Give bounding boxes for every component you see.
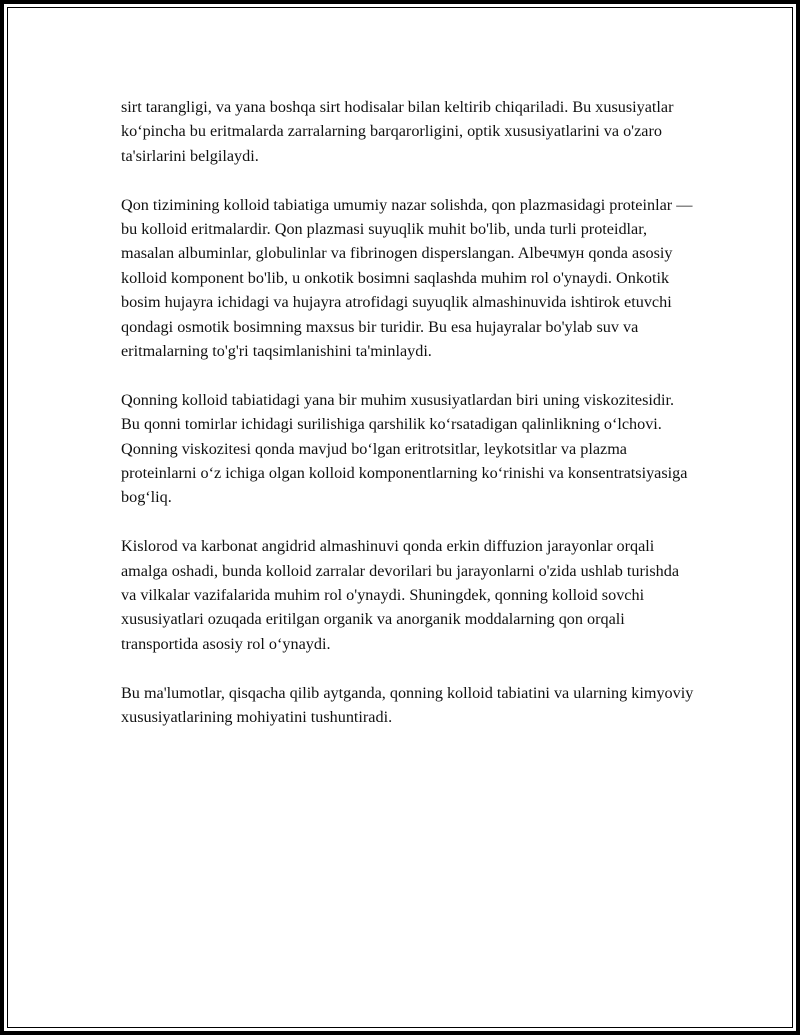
paragraph-3: Qonning kolloid tabiatidagi yana bir muhim xususiyatlardan biri uning viskozitesidir. Bu qonni tomirlar ichidagi surilishiga qarshilik koʻrsatadigan qalinlikning oʻlchovi. Qonning viskozitesi qonda mavjud boʻlgan eritrotsitlar, leykotsitlar va plazma proteinlarni oʻz ichiga olgan kolloid komponentlarning koʻrinishi va konsentratsiyasiga bogʻliq. bbox=[121, 390, 688, 507]
paragraph-5: Bu ma'lumotlar, qisqacha qilib aytganda, qonning kolloid tabiatini va ularning kimyoviy xususiyatlarining mohiyatini tushuntiradi. bbox=[121, 683, 694, 727]
paragraph-1: sirt tarangligi, va yana boshqa sirt hodisalar bilan keltirib chiqariladi. Bu xususiyatlar koʻpincha bu eritmalarda zarralarning barqarorligini, optik xususiyatlarini va o'zaro ta'sirlarini belgilaydi. bbox=[121, 98, 674, 165]
paragraph-4: Kislorod va karbonat angidrid almashinuvi qonda erkin diffuzion jarayonlar orqali amalga oshadi, bunda kolloid zarralar devorilari bu jarayonlarni o'zida ushlab turishda va vilkalar vazifalarida muhim rol o'ynaydi. Shuningdek, qonning kolloid sovchi xususiyatlari ozuqada eritilgan organik va anorganik moddalarning qon orqali transportida asosiy rol oʻynaydi. bbox=[121, 537, 680, 653]
document-body bbox=[121, 95, 696, 730]
paragraph-2: Qon tizimining kolloid tabiatiga umumiy nazar solishda, qon plazmasidagi proteinlar — bu kolloid eritmalardir. Qon plazmasi suyuqlik muhit bo'lib, unda turli proteidlar, masalan albuminlar, globulinlar va fibrinogen disperslangan. Albeчмун qonda asosiy kolloid komponent bo'lib, u onkotik bosimni saqlashda muhim rol o'ynaydi. Onkotik bosim hujayra ichidagi va hujayra atrofidagi suyuqlik almashinuvida ishtirok etuvchi qondagi osmotik bosimning maxsus bir turidir. Bu esa hujayralar bo'ylab suv va eritmalarning to'g'ri taqsimlanishini ta'minlaydi. bbox=[121, 195, 693, 361]
